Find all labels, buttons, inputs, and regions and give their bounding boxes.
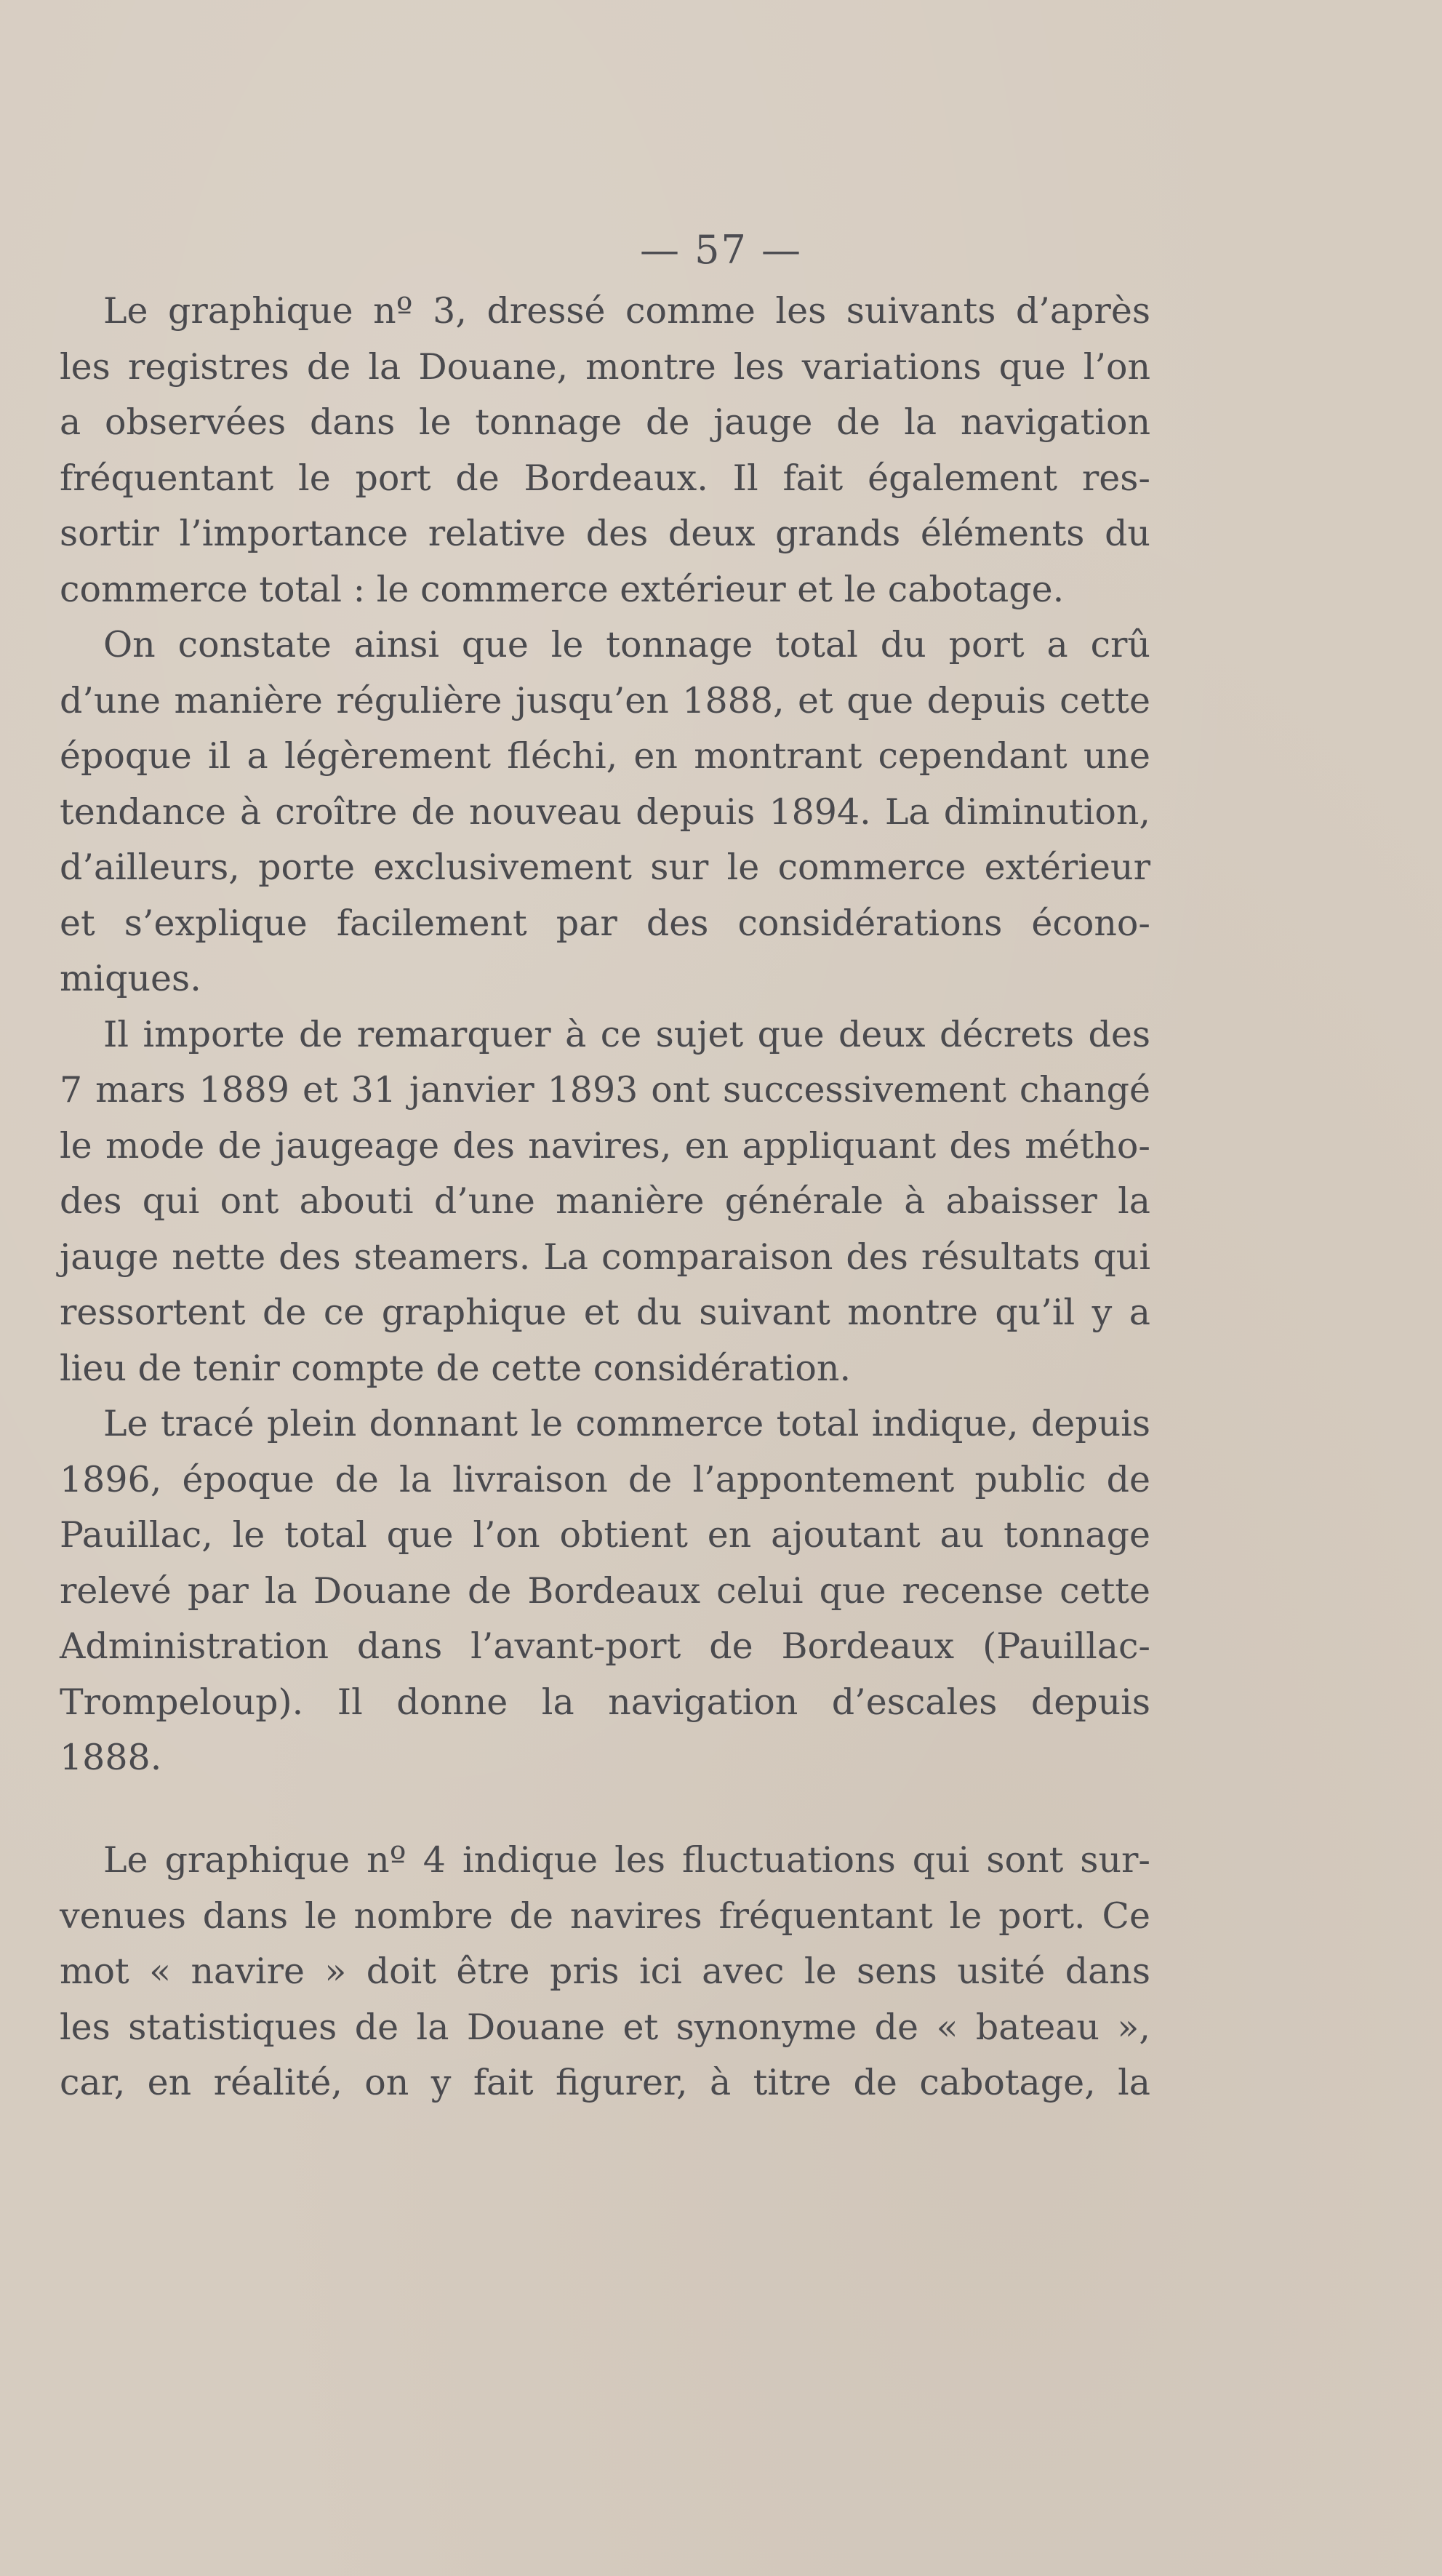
text-line: Le tracé plein donnant le commerce total indique, depuis [103, 1403, 1150, 1444]
text-line: relevé par la Douane de Bordeaux celui que recense cette [60, 1569, 1150, 1612]
text-line: Pauillac, le total que l’on obtient en ajoutant au tonnage [60, 1514, 1150, 1556]
text-line: 7 mars 1889 et 31 janvier 1893 ont successivement changé [60, 1069, 1150, 1111]
text-line: d’ailleurs, porte exclusivement sur le commerce extérieur [60, 847, 1150, 888]
text-line: et s’explique facilement par des considérations écono- [60, 902, 1150, 944]
text-line: On constate ainsi que le tonnage total du port a crû [103, 624, 1150, 665]
text-line: mot « navire » doit être pris ici avec le sens usité dans [60, 1951, 1150, 1992]
text-line: d’une manière régulière jusqu’en 1888, et que depuis cette [60, 679, 1150, 721]
text-line: ressortent de ce graphique et du suivant montre qu’il y a [60, 1292, 1150, 1333]
text-block-2 [60, 1833, 1150, 2111]
text-line: les registres de la Douane, montre les variations que l’on [60, 345, 1150, 388]
text-line: 1888. [60, 1737, 162, 1778]
text-line: venues dans le nombre de navires fréquentant le port. Ce [60, 1895, 1150, 1937]
text-line: tendance à croître de nouveau depuis 1894. La diminution, [60, 791, 1150, 833]
text-line: car, en réalité, on y fait figurer, à titre de cabotage, la [60, 2062, 1150, 2103]
text-line: Le graphique nº 3, dressé comme les suivants d’après [103, 290, 1150, 332]
text-line: des qui ont abouti d’une manière générale à abaisser la [60, 1180, 1150, 1222]
text-line: commerce total : le commerce extérieur et le cabotage. [60, 568, 1065, 610]
text-line: Trompeloup). Il donne la navigation d’escales depuis [60, 1681, 1150, 1723]
text-line: époque il a légèrement fléchi, en montrant cependant une [60, 735, 1150, 777]
text-line: a observées dans le tonnage de jauge de la navigation [60, 401, 1150, 443]
text-block-1 [60, 284, 1150, 1786]
text-line: miques. [60, 958, 201, 999]
text-line: sortir l’importance relative des deux grands éléments du [60, 513, 1150, 554]
text-line: 1896, époque de la livraison de l’appontement public de [60, 1458, 1150, 1500]
text-line: le mode de jaugeage des navires, en appliquant des métho- [60, 1124, 1150, 1167]
text-line: Le graphique nº 4 indique les fluctuations qui sont sur- [103, 1839, 1150, 1881]
text-line: fréquentant le port de Bordeaux. Il fait également res- [60, 457, 1150, 499]
text-line: lieu de tenir compte de cette considération. [60, 1347, 852, 1389]
text-line: Il importe de remarquer à ce sujet que deux décrets des [103, 1013, 1150, 1055]
text-line: les statistiques de la Douane et synonyme de « bateau », [60, 2006, 1150, 2048]
text-line: Administration dans l’avant-port de Bordeaux (Pauillac- [60, 1625, 1150, 1667]
text-line: jauge nette des steamers. La comparaison des résultats qui [60, 1236, 1150, 1278]
page-number: — 57 — [639, 227, 803, 273]
